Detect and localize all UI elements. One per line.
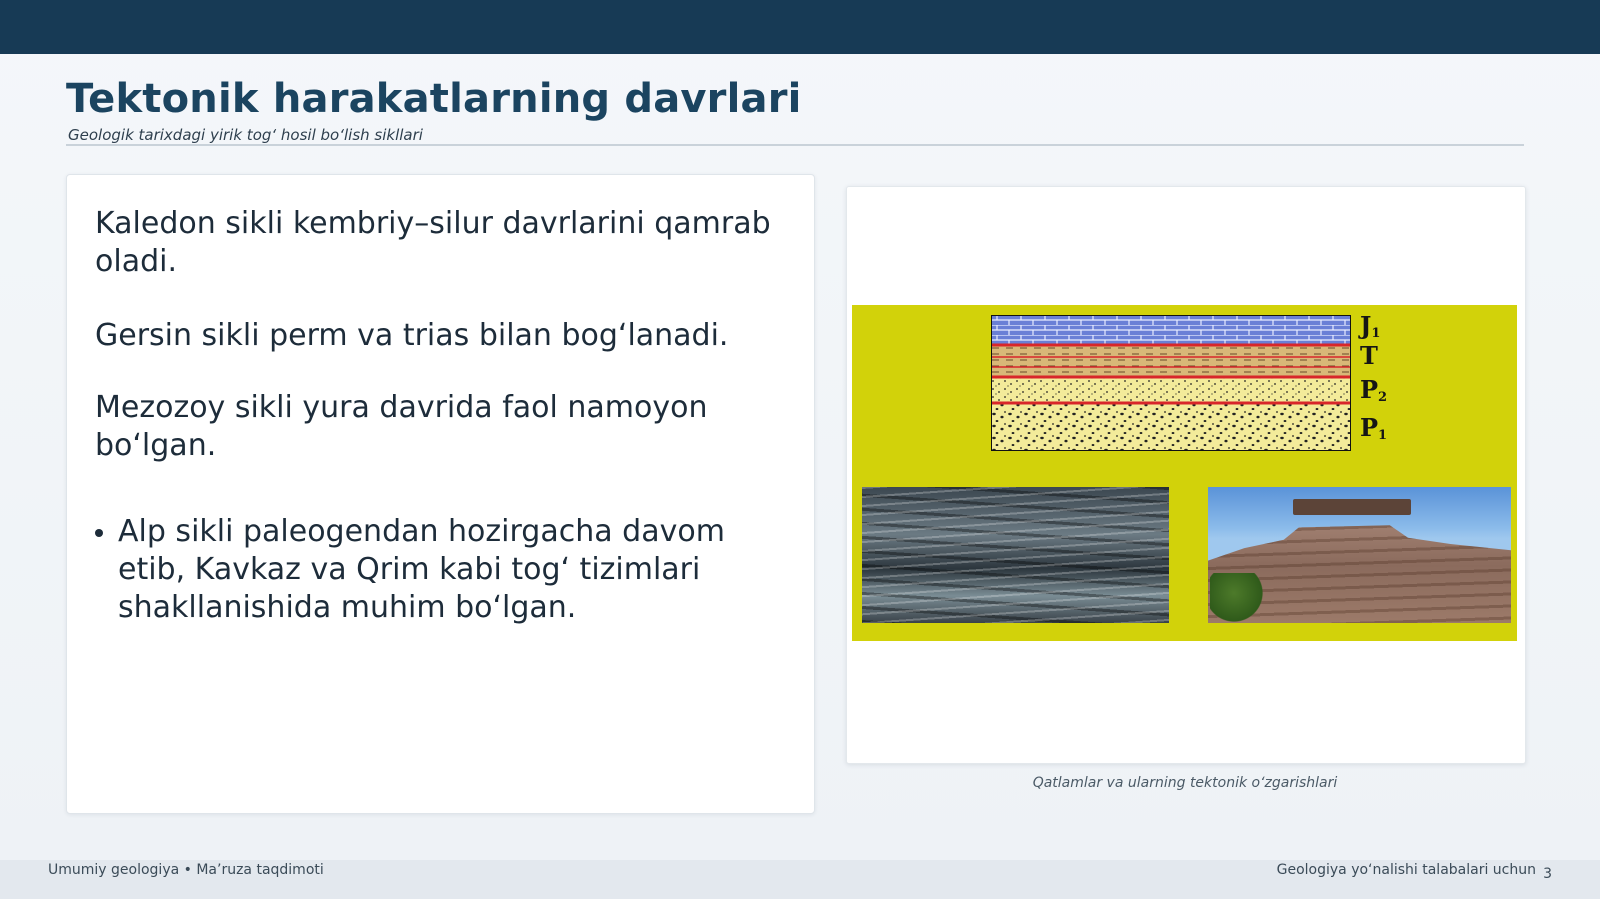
layer-t-marl (991, 345, 1351, 377)
footer-audience: Geologiya yo‘nalishi talabalari uchun (1276, 862, 1536, 878)
stratigraphy-figure (852, 305, 1517, 641)
mesa-photo (1208, 487, 1511, 623)
paragraph-gersin: Gersin sikli perm va trias bilan bog‘lanadi. (95, 318, 729, 353)
page-number: 3 (1543, 866, 1552, 882)
title-divider (66, 144, 1524, 146)
layer-label-p2: $P_2$ (1360, 375, 1388, 405)
layer-label-p1: $P_1$ (1360, 413, 1388, 443)
bullet-dot-icon (95, 529, 103, 537)
figure-caption: Qatlamlar va ularning tektonik o‘zgarishlari (1032, 775, 1338, 791)
bullet-text: Alp sikli paleogendan hozirgacha davom etib, Kavkaz va Qrim kabi tog‘ tizimlari shakllanishida muhim bo‘lgan. (118, 514, 725, 625)
slide-title: Tektonik harakatlarning davrlari (66, 76, 802, 122)
folded-rock-photo (862, 487, 1169, 623)
footer-course: Umumiy geologiya • Ma’ruza taqdimoti (48, 862, 324, 878)
layer-label-t: T (1360, 341, 1378, 370)
tree-icon (1210, 573, 1270, 623)
layer-label-j1: $J_1$ (1360, 311, 1381, 341)
mesa-caprock (1293, 499, 1411, 515)
layer-j1-limestone (991, 315, 1351, 345)
top-bar (0, 0, 1600, 54)
strata-column (991, 315, 1351, 451)
layer-p2-sandstone (991, 377, 1351, 403)
paragraph-mezozoy: Mezozoy sikli yura davrida faol namoyon bo‘lgan. (95, 390, 708, 463)
text-panel (66, 174, 815, 814)
paragraph-kaledon: Kaledon sikli kembriy–silur davrlarini qamrab oladi. (95, 206, 771, 279)
slide-subtitle: Geologik tarixdagi yirik tog‘ hosil bo‘lish sikllari (68, 126, 423, 144)
layer-p1-conglomerate (991, 403, 1351, 451)
